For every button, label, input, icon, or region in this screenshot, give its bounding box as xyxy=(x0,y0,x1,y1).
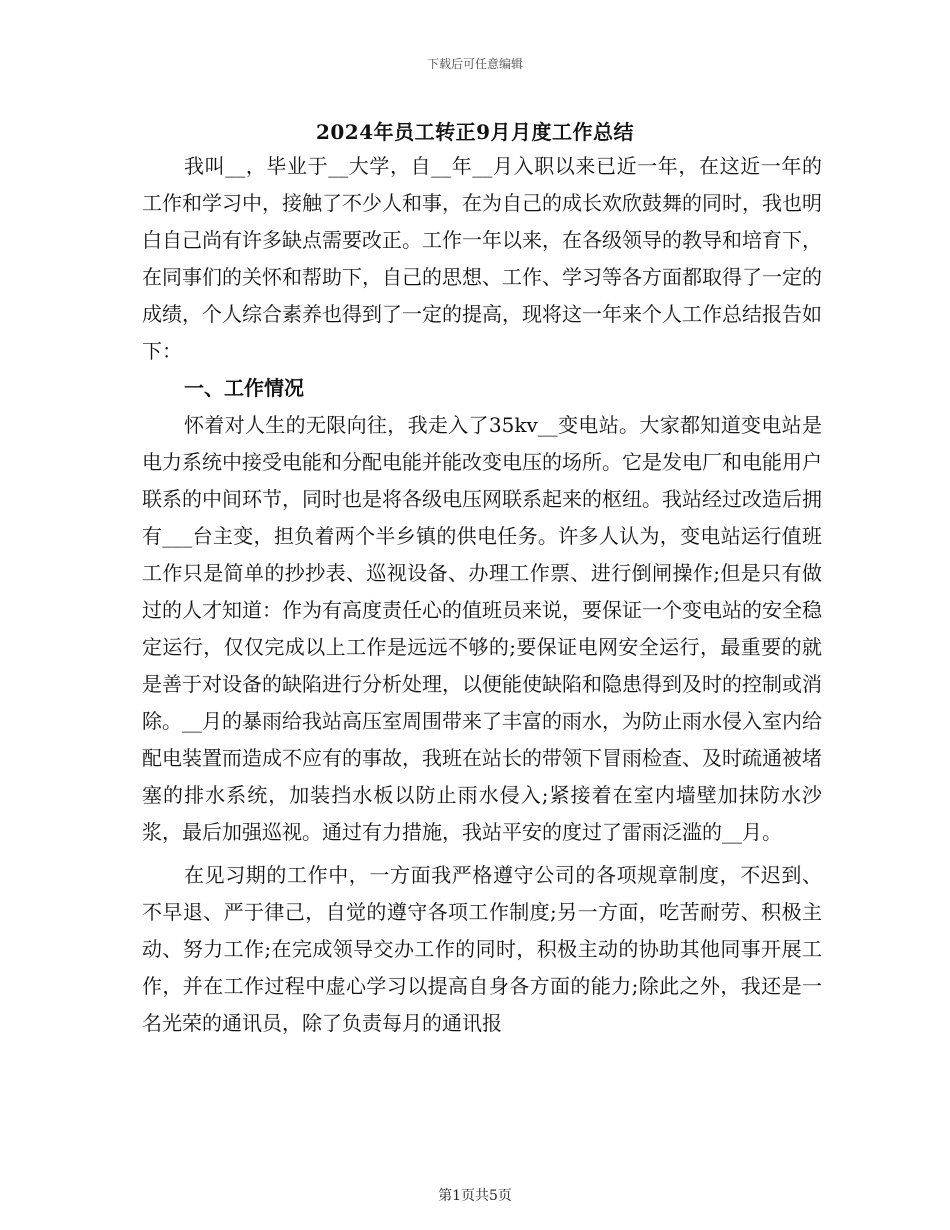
work-situation-paragraph-2: 在见习期的工作中，一方面我严格遵守公司的各项规章制度，不迟到、不早退、严于律己，自觉的遵守各项工作制度;另一方面，吃苦耐劳、积极主动、努力工作;在完成领导交办工作的同时，积极主动的协助其他同事开展工作，并在工作过程中虚心学习以提高自身各方面的能力;除此之外，我还是一名光荣的通讯员，除了负责每月的通讯报 xyxy=(142,863,822,1035)
intro-paragraph: 我叫__，毕业于__大学，自__年__月入职以来已近一年，在这近一年的工作和学习中，接触了不少人和事，在为自己的成长欢欣鼓舞的同时，我也明白自己尚有许多缺点需要改正。工作一年以来，在各级领导的教导和培育下，在同事们的关怀和帮助下，自己的思想、工作、学习等各方面都取得了一定的成绩，个人综合素养也得到了一定的提高，现将这一年来个人工作总结报告如下： xyxy=(142,154,822,363)
section-heading: 一、工作情况 xyxy=(184,376,304,400)
work-situation-paragraph-1: 怀着对人生的无限向往，我走入了35kv__变电站。大家都知道变电站是电力系统中接受电能和分配电能并能改变电压的场所。它是发电厂和电能用户联系的中间环节，同时也是将各级电压网联系起来的枢纽。我站经过改造后拥有___台主变，担负着两个半乡镇的供电任务。许多人认为，变电站运行值班工作只是简单的抄抄表、巡视设备、办理工作票、进行倒闸操作;但是只有做过的人才知道：作为有高度责任心的值班员来说，要保证一个变电站的安全稳定运行，仅仅完成以上工作是远远不够的;要保证电网安全运行，最重要的就是善于对设备的缺陷进行分析处理，以便能使缺陷和隐患得到及时的控制或消除。__月的暴雨给我站高压室周围带来了丰富的雨水，为防止雨水侵入室内给配电装置而造成不应有的事故，我班在站长的带领下冒雨检查、及时疏通被堵塞的排水系统，加装挡水板以防止雨水侵入;紧接着在室内墙壁加抹防水沙浆，最后加强巡视。通过有力措施，我站平安的度过了雷雨泛滥的__月。 xyxy=(142,413,822,844)
document-body xyxy=(142,148,822,1042)
page-footer: 第1页共5页 xyxy=(438,1188,512,1204)
header-note: 下载后可任意编辑 xyxy=(426,57,523,71)
document-title: 2024年员工转正9月月度工作总结 xyxy=(315,120,635,144)
